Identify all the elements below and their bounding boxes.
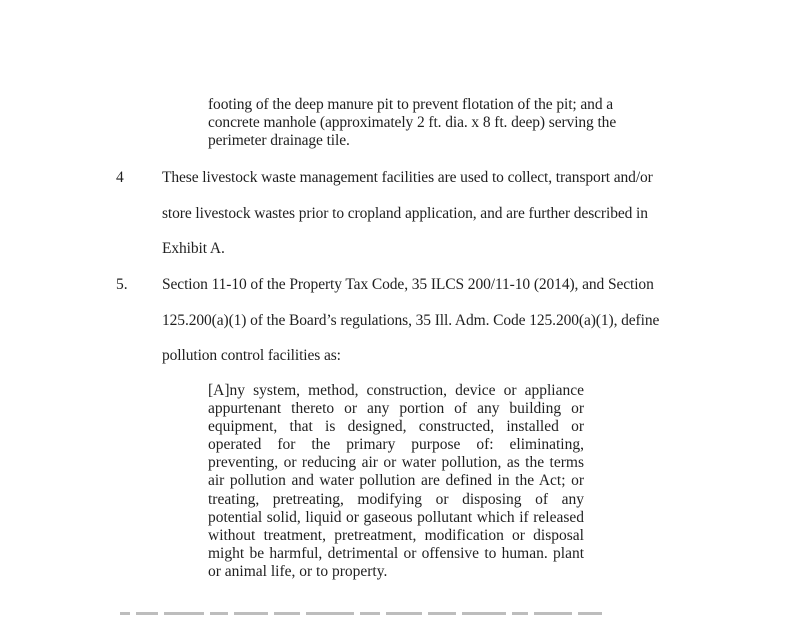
cutoff-text-line xyxy=(120,612,640,618)
block-quote xyxy=(208,382,584,581)
paragraph-5-number: 5. xyxy=(116,276,128,293)
continuation-line-1: footing of the deep manure pit to prevent flotation of the pit; and a xyxy=(208,96,614,113)
paragraph-4-line-2: store livestock wastes prior to cropland application, and are further described in xyxy=(162,205,648,222)
paragraph-4-line-1: These livestock waste management facilities are used to collect, transport and/or xyxy=(162,169,653,186)
quote-line-8: potential solid, liquid or gaseous pollutant which if released xyxy=(208,508,584,526)
quote-line-11: or animal life, or to property. xyxy=(208,562,388,580)
quote-line-3: equipment, that is designed, constructed, installed or xyxy=(208,418,584,436)
quote-line-7: treating, pretreating, modifying or disposing of any xyxy=(208,490,584,508)
quote-line-1: [A]ny system, method, construction, device or appliance xyxy=(208,382,584,399)
paragraph-5-line-1: Section 11-10 of the Property Tax Code, 35 ILCS 200/11-10 (2014), and Section xyxy=(162,276,654,293)
quote-line-6: air pollution and water pollution are defined in the Act; or xyxy=(208,472,584,490)
quote-line-5: preventing, or reducing air or water pollution, as the terms xyxy=(208,454,584,472)
paragraph-4-number: 4 xyxy=(116,169,124,186)
paragraph-5-line-3: pollution control facilities as: xyxy=(162,347,341,364)
continuation-line-3: perimeter drainage tile. xyxy=(208,132,350,149)
paragraph-4-line-3: Exhibit A. xyxy=(162,240,225,257)
quote-line-9: without treatment, pretreatment, modification or disposal xyxy=(208,526,584,544)
quote-line-2: appurtenant thereto or any portion of any building or xyxy=(208,400,584,418)
paragraph-5-line-2: 125.200(a)(1) of the Board’s regulations, 35 Ill. Adm. Code 125.200(a)(1), define xyxy=(162,312,660,329)
quote-line-10: might be harmful, detrimental or offensive to human. plant xyxy=(208,544,584,562)
quote-line-4: operated for the primary purpose of: eliminating, xyxy=(208,436,584,454)
continuation-line-2: concrete manhole (approximately 2 ft. dia. x 8 ft. deep) serving the xyxy=(208,114,617,131)
